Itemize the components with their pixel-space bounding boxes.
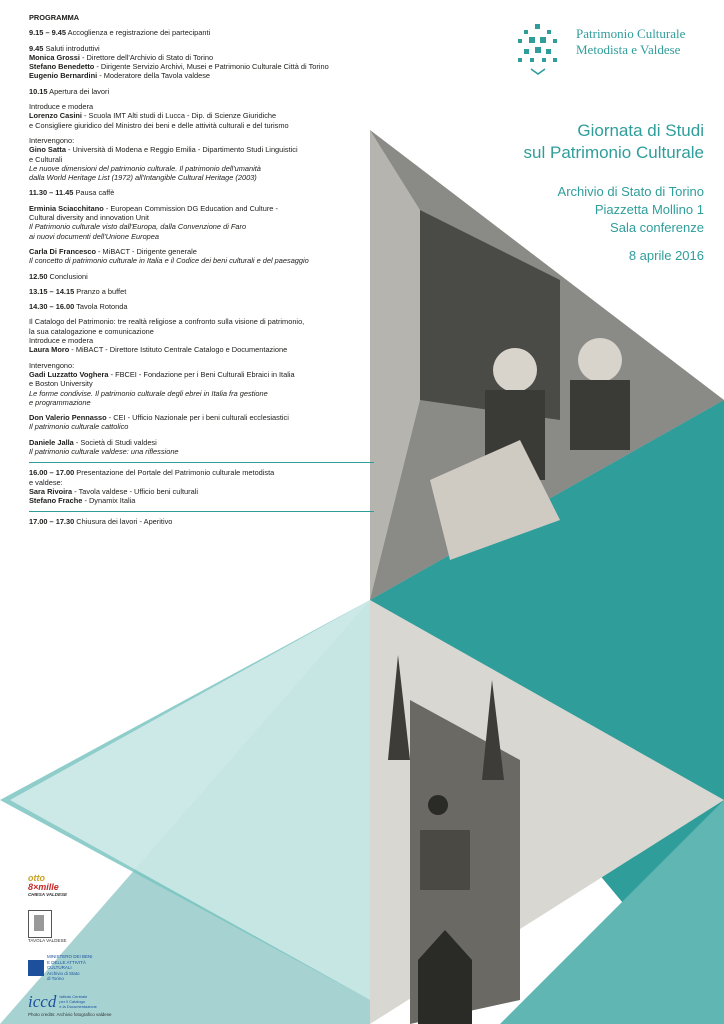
program-line-text: - Università di Modena e Reggio Emilia - Dipartimento Studi Linguistici <box>65 145 298 155</box>
logo-line1: Patrimonio Culturale <box>576 26 686 41</box>
program-line <box>29 336 374 345</box>
program-line-text: Introduce e modera <box>29 336 94 346</box>
program-line-bold: Laura Moro <box>29 345 70 355</box>
program-line-text: Tavola Rotonda <box>74 302 128 312</box>
program-block <box>29 44 374 81</box>
mibact-line1: MINISTERO DEI BENI <box>47 954 93 959</box>
program-block <box>29 247 374 266</box>
program-line-text: Intervengono: <box>29 360 75 370</box>
program-line-text: - Dirigente Servizio Archivi, Musei e Patrimonio Culturale Città di Torino <box>94 62 329 72</box>
program-block <box>29 511 374 526</box>
event-place-line2: Piazzetta Mollino 1 <box>594 202 704 217</box>
program-block <box>29 361 374 407</box>
program-line-italic: Il patrimonio culturale valdese: una riflessione <box>29 446 179 456</box>
program-line <box>29 71 374 80</box>
program-line <box>29 204 374 213</box>
program-line-text: - European Commission DG Education and Culture - <box>103 203 278 213</box>
program-line-text: - CEI - Ufficio Nazionale per i beni culturali ecclesiastici <box>106 413 289 423</box>
program-line-bold: 9.45 <box>29 43 44 53</box>
program-line-bold: Stefano Benedetto <box>29 62 95 72</box>
program-line <box>29 155 374 164</box>
otto-per-mille-c: CHIESA VALDESE <box>28 892 68 897</box>
program-block <box>29 28 374 37</box>
otto-per-mille-a: otto <box>28 873 45 883</box>
program-line <box>29 62 374 71</box>
program-line-italic: Le forme condivise. Il patrimonio culturale degli ebrei in Italia fra gestione <box>29 388 268 398</box>
program-line-text: la sua catalogazione e comunicazione <box>29 326 154 336</box>
program-line <box>29 44 374 53</box>
program-line-bold: Lorenzo Casini <box>29 111 82 121</box>
program-block <box>29 302 374 311</box>
program-line-bold: Carla Di Francesco <box>29 246 96 256</box>
program-line <box>29 145 374 154</box>
program-line <box>29 317 374 326</box>
event-date: 8 aprile 2016 <box>628 248 704 263</box>
dot-grid-logo-icon <box>516 22 560 78</box>
otto-per-mille-b: 8×mille <box>28 882 59 892</box>
event-title-line2: sul Patrimonio Culturale <box>523 143 704 162</box>
program-line <box>29 102 374 111</box>
program-line-italic: Il patrimonio culturale cattolico <box>29 422 129 432</box>
program-line-bold: Eugenio Bernardini <box>29 71 98 81</box>
program-block <box>29 87 374 96</box>
program-line-bold: 13.15 – 14.15 <box>29 286 75 296</box>
program-line-bold: 9.15 – 9.45 <box>29 28 66 38</box>
program-line <box>29 327 374 336</box>
program-list <box>29 13 374 533</box>
program-line-text: Cultural diversity and innovation Unit <box>29 213 149 223</box>
program-line-text: - Tavola valdese - Ufficio beni culturali <box>72 486 198 496</box>
tavola-valdese-label: TAVOLA VALDESE <box>28 938 67 943</box>
event-place-line3: Sala conferenze <box>610 220 704 235</box>
program-line-text: - Moderatore della Tavola valdese <box>97 71 211 81</box>
program-line-italic: dalla World Heritage List (1972) all'Intangible Cultural Heritage (2003) <box>29 173 257 183</box>
program-line <box>29 447 374 456</box>
program-line-text: - FBCEI - Fondazione per i Beni Culturali Ebraici in Italia <box>108 369 295 379</box>
program-block <box>29 438 374 457</box>
program-line <box>29 422 374 431</box>
photo-credit: Photo credits: Archivio fotografico valdese <box>28 1012 112 1017</box>
tavola-valdese-emblem-icon <box>28 910 52 938</box>
iccd-logo <box>28 992 108 1012</box>
program-line <box>29 173 374 182</box>
program-line-italic: e programmazione <box>29 397 91 407</box>
program-line-text: Pausa caffè <box>73 188 115 198</box>
program-line <box>29 53 374 62</box>
program-line-text: Accoglienza e registrazione dei partecipanti <box>66 28 211 38</box>
program-line-bold: 11.30 – 11.45 <box>29 188 74 198</box>
program-line-bold: 10.15 <box>29 86 48 96</box>
program-block <box>29 287 374 296</box>
program-line-text: - Dynamix Italia <box>82 496 136 506</box>
photo-church-rose-window <box>428 795 448 815</box>
program-line <box>29 164 374 173</box>
iccd-line1: Istituto Centrale <box>59 994 88 999</box>
program-line <box>29 468 374 477</box>
program-line-bold: Monica Grossi <box>29 52 80 62</box>
program-line <box>29 28 374 37</box>
program-line-italic: ai nuovi documenti dell'Unione Europea <box>29 231 160 241</box>
program-line <box>29 247 374 256</box>
program-line <box>29 345 374 354</box>
program-line-text: Apertura dei lavori <box>47 86 110 96</box>
program-line-text: - Società di Studi valdesi <box>73 437 157 447</box>
program-line-text: Il Catalogo del Patrimonio: tre realtà religiose a confronto sulla visione di patrimonio, <box>29 317 305 327</box>
program-line <box>29 478 374 487</box>
program-line-bold: Gadi Luzzatto Voghera <box>29 369 109 379</box>
program-line-text: e Culturali <box>29 154 63 164</box>
mibact-logo <box>28 954 108 982</box>
program-line-bold: Stefano Frache <box>29 496 83 506</box>
mibact-line5: di Torino <box>47 976 64 981</box>
program-line <box>29 188 374 197</box>
program-line-text: Intervengono: <box>29 135 75 145</box>
program-block <box>29 136 374 182</box>
program-line <box>29 287 374 296</box>
program-line-bold: 14.30 – 16.00 <box>29 302 75 312</box>
program-block <box>29 272 374 281</box>
program-line-text: Chiusura dei lavori - Aperitivo <box>74 517 173 527</box>
program-line-bold: Erminia Sciacchitano <box>29 203 104 213</box>
program-heading: PROGRAMMA <box>29 13 80 22</box>
mibact-line4: Archivio di Stato <box>47 970 80 976</box>
program-line <box>29 487 374 496</box>
program-block <box>29 188 374 197</box>
program-block <box>29 413 374 432</box>
photo-child-right <box>578 338 622 382</box>
logo-patrimonio <box>516 22 716 82</box>
program-line-text: Presentazione del Portale del Patrimonio culturale metodista <box>74 468 275 478</box>
logo-line2: Metodista e Valdese <box>576 42 681 57</box>
photo-church-windows <box>420 830 470 890</box>
mibact-line3: CULTURALI <box>47 965 72 970</box>
program-line-text: - Direttore dell'Archivio di Stato di Torino <box>79 52 214 62</box>
program-line <box>29 272 374 281</box>
program-line-text: - MiBACT - Direttore Istituto Centrale Catalogo e Documentazione <box>69 345 288 355</box>
program-block <box>29 204 374 241</box>
program-line <box>29 111 374 120</box>
program-line-text: Conclusioni <box>47 271 88 281</box>
program-line <box>29 496 374 505</box>
program-block <box>29 317 374 354</box>
program-line <box>29 389 374 398</box>
program-line-text: Introduce e modera <box>29 102 94 112</box>
program-line <box>29 87 374 96</box>
program-line <box>29 361 374 370</box>
program-line <box>29 413 374 422</box>
program-line <box>29 222 374 231</box>
program-line <box>29 302 374 311</box>
photo-child-left <box>493 348 537 392</box>
program-line <box>29 517 374 526</box>
program-line-bold: 12.50 <box>29 271 48 281</box>
program-line-text: Pranzo a buffet <box>74 286 127 296</box>
program-line <box>29 398 374 407</box>
program-line-text: Saluti introduttivi <box>43 43 100 53</box>
program-line-italic: Il Patrimonio culturale visto dall'Europa, dalla Convenzione di Faro <box>29 222 247 232</box>
program-line-text: - Scuola IMT Alti studi di Lucca - Dip. di Scienze Giuridiche <box>81 111 277 121</box>
event-title <box>524 120 704 164</box>
event-place-line1: Archivio di Stato di Torino <box>557 184 704 199</box>
iccd-line3: e la Documentazione <box>59 1004 97 1009</box>
program-line-bold: Gino Satta <box>29 145 66 155</box>
program-line-text: e Consigliere giuridico del Ministro dei beni e delle attività culturali e del turismo <box>29 120 289 130</box>
program-block <box>29 462 374 505</box>
program-line-text: e Boston University <box>29 379 93 389</box>
program-line-bold: Daniele Jalla <box>29 437 74 447</box>
program-line <box>29 232 374 241</box>
program-line <box>29 121 374 130</box>
mibact-emblem-icon <box>28 960 44 976</box>
program-line-bold: 16.00 – 17.00 <box>29 468 75 478</box>
mibact-line2: E DELLE ATTIVITÀ <box>47 959 86 965</box>
program-line <box>29 213 374 222</box>
program-line-bold: 17.00 – 17.30 <box>29 517 75 527</box>
program-line <box>29 256 374 265</box>
program-line-italic: Il concetto di patrimonio culturale in Italia e il Codice dei beni culturali e del paesaggio <box>29 256 309 266</box>
program-block <box>29 102 374 130</box>
photo-child-right-body <box>570 380 630 450</box>
program-line <box>29 379 374 388</box>
iccd-line2: per il Catalogo <box>59 999 86 1004</box>
program-line <box>29 136 374 145</box>
program-line-bold: Sara Rivoira <box>29 486 73 496</box>
program-line-text: - MiBACT - Dirigente generale <box>95 246 197 256</box>
program-line-italic: Le nuove dimensioni del patrimonio culturale. Il patrimonio dell'umanità <box>29 163 261 173</box>
iccd-mark: iccd <box>28 991 57 1011</box>
program-line <box>29 438 374 447</box>
otto-per-mille-logo <box>28 874 108 898</box>
sponsor-logos <box>28 874 108 1012</box>
program-line-bold: Don Valerio Pennasso <box>29 413 107 423</box>
event-title-line1: Giornata di Studi <box>577 121 704 140</box>
event-place <box>558 183 704 237</box>
program-line <box>29 370 374 379</box>
program-line-text: e valdese: <box>29 477 63 487</box>
